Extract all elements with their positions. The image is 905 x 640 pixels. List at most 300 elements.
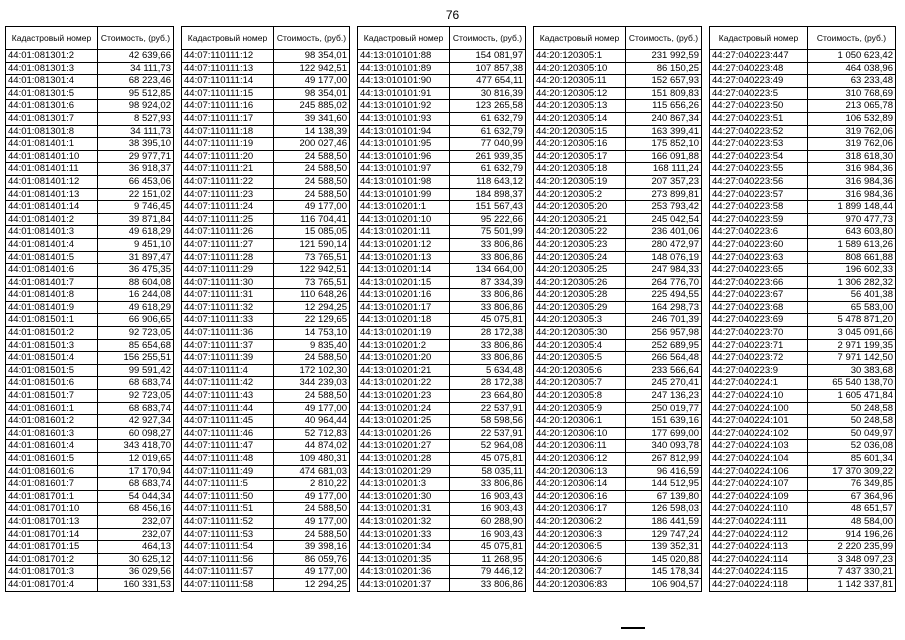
cost-cell: 267 812,99 xyxy=(626,453,702,466)
cost-cell: 16 244,08 xyxy=(98,289,174,302)
cost-cell: 87 334,39 xyxy=(450,276,526,289)
cost-cell: 39 341,60 xyxy=(274,112,350,125)
cost-table-3 xyxy=(357,26,526,592)
cost-cell: 34 111,73 xyxy=(98,62,174,75)
cost-cell: 60 288,90 xyxy=(450,515,526,528)
cost-cell: 50 049,97 xyxy=(808,427,896,440)
table-row xyxy=(182,238,350,251)
cadastral-number-cell: 44:27:040223:68 xyxy=(710,301,808,314)
cost-cell: 33 806,86 xyxy=(450,251,526,264)
table-row xyxy=(358,339,526,352)
table-row xyxy=(6,503,174,516)
cadastral-number-cell: 44:01:081301:6 xyxy=(6,100,98,113)
cadastral-number-cell: 44:20:120305:17 xyxy=(534,150,626,163)
table-row xyxy=(182,100,350,113)
cost-cell: 33 806,86 xyxy=(450,238,526,251)
cost-cell: 168 111,24 xyxy=(626,163,702,176)
cadastral-number-cell: 44:13:010101:90 xyxy=(358,75,450,88)
cadastral-number-cell: 44:01:081601:6 xyxy=(6,465,98,478)
cost-cell: 50 248,58 xyxy=(808,402,896,415)
cost-cell: 166 091,88 xyxy=(626,150,702,163)
table-row xyxy=(534,251,702,264)
table-row xyxy=(182,427,350,440)
cost-cell: 33 806,86 xyxy=(450,289,526,302)
cost-cell: 24 588,50 xyxy=(274,150,350,163)
table-row xyxy=(534,339,702,352)
cost-cell: 2 810,22 xyxy=(274,478,350,491)
cadastral-number-cell: 44:01:081601:2 xyxy=(6,415,98,428)
table-row xyxy=(182,301,350,314)
page-number: 76 xyxy=(445,8,460,22)
table-row xyxy=(358,150,526,163)
cadastral-number-cell: 44:13:010201:24 xyxy=(358,402,450,415)
table-row xyxy=(710,112,896,125)
cadastral-number-cell: 44:07:110111:44 xyxy=(182,402,274,415)
cost-cell: 24 588,50 xyxy=(274,352,350,365)
cost-cell: 318 618,30 xyxy=(808,150,896,163)
table-row xyxy=(6,175,174,188)
table-row xyxy=(182,541,350,554)
table-row xyxy=(6,352,174,365)
cost-cell: 252 689,95 xyxy=(626,339,702,352)
table-row xyxy=(358,415,526,428)
cadastral-number-cell: 44:01:081501:1 xyxy=(6,314,98,327)
table-row xyxy=(534,415,702,428)
footer-rule xyxy=(621,627,645,629)
table-row xyxy=(6,226,174,239)
cost-cell: 33 806,86 xyxy=(450,578,526,591)
table-row xyxy=(534,541,702,554)
cost-cell: 1 142 337,81 xyxy=(808,578,896,591)
cadastral-number-cell: 44:20:120305:10 xyxy=(534,62,626,75)
cadastral-number-cell: 44:20:120305:25 xyxy=(534,264,626,277)
table-row xyxy=(6,87,174,100)
cost-cell: 66 906,65 xyxy=(98,314,174,327)
table-row xyxy=(534,402,702,415)
table-row xyxy=(358,566,526,579)
cost-cell: 36 918,37 xyxy=(98,163,174,176)
table-row xyxy=(710,528,896,541)
table-row xyxy=(6,578,174,591)
table-row xyxy=(182,566,350,579)
cadastral-number-cell: 44:07:110111:25 xyxy=(182,213,274,226)
cadastral-number-cell: 44:20:120306:7 xyxy=(534,566,626,579)
table-row xyxy=(182,289,350,302)
cost-cell: 68 683,74 xyxy=(98,402,174,415)
cadastral-number-cell: 44:13:010201:19 xyxy=(358,327,450,340)
cadastral-number-cell: 44:13:010201:12 xyxy=(358,238,450,251)
cost-cell: 245 042,54 xyxy=(626,213,702,226)
cost-cell: 49 618,29 xyxy=(98,301,174,314)
table-row xyxy=(534,276,702,289)
cadastral-number-cell: 44:27:040224:100 xyxy=(710,402,808,415)
table-row xyxy=(182,50,350,63)
cost-cell: 253 793,42 xyxy=(626,201,702,214)
table-row xyxy=(534,138,702,151)
cadastral-number-cell: 44:13:010101:95 xyxy=(358,138,450,151)
cost-cell: 474 681,03 xyxy=(274,465,350,478)
table-row xyxy=(710,201,896,214)
cadastral-number-cell: 44:07:110111:27 xyxy=(182,238,274,251)
cost-cell: 65 583,00 xyxy=(808,301,896,314)
cost-cell: 86 150,25 xyxy=(626,62,702,75)
cost-cell: 33 806,86 xyxy=(450,301,526,314)
table-row xyxy=(710,314,896,327)
header-cost: Стоимость, (руб.) xyxy=(274,27,350,50)
table-row xyxy=(534,327,702,340)
table-row xyxy=(710,465,896,478)
cadastral-number-cell: 44:07:110111:45 xyxy=(182,415,274,428)
table-row xyxy=(6,390,174,403)
table-row xyxy=(6,238,174,251)
cadastral-number-cell: 44:27:040223:65 xyxy=(710,264,808,277)
table-row xyxy=(6,301,174,314)
cadastral-number-cell: 44:07:110111:31 xyxy=(182,289,274,302)
cost-cell: 1 306 282,32 xyxy=(808,276,896,289)
cost-cell: 23 664,80 xyxy=(450,390,526,403)
cadastral-number-cell: 44:01:081401:14 xyxy=(6,201,98,214)
cost-cell: 1 050 623,42 xyxy=(808,50,896,63)
table-row xyxy=(358,125,526,138)
cadastral-number-cell: 44:07:110111:13 xyxy=(182,62,274,75)
table-row xyxy=(534,390,702,403)
cost-cell: 95 222,66 xyxy=(450,213,526,226)
header-cost: Стоимость, (руб.) xyxy=(98,27,174,50)
cost-cell: 115 656,26 xyxy=(626,100,702,113)
cadastral-number-cell: 44:07:110111:48 xyxy=(182,453,274,466)
table-row xyxy=(534,238,702,251)
table-row xyxy=(6,515,174,528)
table-row xyxy=(710,50,896,63)
cost-cell: 29 977,71 xyxy=(98,150,174,163)
cost-cell: 134 664,00 xyxy=(450,264,526,277)
cadastral-number-cell: 44:01:081401:4 xyxy=(6,238,98,251)
table-row xyxy=(534,427,702,440)
cadastral-number-cell: 44:20:120306:17 xyxy=(534,503,626,516)
table-row xyxy=(534,112,702,125)
cost-cell: 14 138,39 xyxy=(274,125,350,138)
table-row xyxy=(182,352,350,365)
cost-cell: 45 075,81 xyxy=(450,453,526,466)
table-row xyxy=(358,213,526,226)
cadastral-number-cell: 44:27:040224:111 xyxy=(710,515,808,528)
cadastral-number-cell: 44:01:081301:7 xyxy=(6,112,98,125)
table-row xyxy=(6,566,174,579)
table-row xyxy=(534,226,702,239)
cadastral-number-cell: 44:27:040223:53 xyxy=(710,138,808,151)
cadastral-number-cell: 44:01:081401:1 xyxy=(6,138,98,151)
cadastral-number-cell: 44:07:110111:21 xyxy=(182,163,274,176)
table-row xyxy=(182,138,350,151)
table-row xyxy=(182,503,350,516)
table-row xyxy=(6,50,174,63)
table-row xyxy=(534,213,702,226)
cost-cell: 236 401,06 xyxy=(626,226,702,239)
table-row xyxy=(710,377,896,390)
cadastral-number-cell: 44:07:110111:58 xyxy=(182,578,274,591)
cadastral-number-cell: 44:01:081301:3 xyxy=(6,62,98,75)
cost-cell: 213 065,78 xyxy=(808,100,896,113)
table-row xyxy=(182,87,350,100)
cost-cell: 22 129,65 xyxy=(274,314,350,327)
cost-cell: 175 852,10 xyxy=(626,138,702,151)
table-row xyxy=(358,264,526,277)
cost-cell: 98 354,01 xyxy=(274,50,350,63)
cadastral-number-cell: 44:20:120305:30 xyxy=(534,327,626,340)
table-row xyxy=(534,150,702,163)
cadastral-number-cell: 44:01:081401:9 xyxy=(6,301,98,314)
table-row xyxy=(358,478,526,491)
cost-cell: 11 268,95 xyxy=(450,553,526,566)
table-row xyxy=(6,327,174,340)
cadastral-number-cell: 44:20:120305:20 xyxy=(534,201,626,214)
cadastral-number-cell: 44:07:110111:15 xyxy=(182,87,274,100)
table-row xyxy=(358,503,526,516)
cost-cell: 36 029,56 xyxy=(98,566,174,579)
cadastral-number-cell: 44:07:110111:56 xyxy=(182,553,274,566)
cadastral-number-cell: 44:13:010201:11 xyxy=(358,226,450,239)
cadastral-number-cell: 44:07:110111:57 xyxy=(182,566,274,579)
cost-cell: 184 898,37 xyxy=(450,188,526,201)
cost-cell: 85 654,68 xyxy=(98,339,174,352)
table-row xyxy=(534,528,702,541)
cadastral-number-cell: 44:13:010201:26 xyxy=(358,427,450,440)
cost-cell: 24 588,50 xyxy=(274,188,350,201)
cost-cell: 148 076,19 xyxy=(626,251,702,264)
cost-cell: 3 045 091,66 xyxy=(808,327,896,340)
cadastral-number-cell: 44:07:110111:36 xyxy=(182,327,274,340)
cadastral-number-cell: 44:27:040224:103 xyxy=(710,440,808,453)
cost-cell: 39 871,84 xyxy=(98,213,174,226)
table-row xyxy=(358,138,526,151)
table-row xyxy=(6,553,174,566)
cadastral-number-cell: 44:07:110111:30 xyxy=(182,276,274,289)
table-row xyxy=(358,100,526,113)
table-row xyxy=(534,553,702,566)
cost-cell: 75 501,99 xyxy=(450,226,526,239)
cadastral-number-cell: 44:01:081401:13 xyxy=(6,188,98,201)
cadastral-number-cell: 44:07:110111:4 xyxy=(182,364,274,377)
cadastral-number-cell: 44:27:040223:70 xyxy=(710,327,808,340)
cadastral-number-cell: 44:07:110111:47 xyxy=(182,440,274,453)
table-row xyxy=(6,251,174,264)
cadastral-number-cell: 44:27:040223:5 xyxy=(710,87,808,100)
cadastral-number-cell: 44:01:081501:6 xyxy=(6,377,98,390)
cost-cell: 98 924,02 xyxy=(98,100,174,113)
cost-cell: 68 223,46 xyxy=(98,75,174,88)
cost-cell: 12 294,25 xyxy=(274,301,350,314)
cadastral-number-cell: 44:07:110111:23 xyxy=(182,188,274,201)
table-row xyxy=(710,125,896,138)
table-row xyxy=(182,453,350,466)
table-row xyxy=(358,541,526,554)
table-row xyxy=(358,465,526,478)
table-row xyxy=(358,377,526,390)
cadastral-number-cell: 44:13:010201:17 xyxy=(358,301,450,314)
cost-cell: 40 964,44 xyxy=(274,415,350,428)
cost-cell: 151 567,43 xyxy=(450,201,526,214)
cost-cell: 245 270,41 xyxy=(626,377,702,390)
table-row xyxy=(6,440,174,453)
cost-cell: 106 532,89 xyxy=(808,112,896,125)
cadastral-number-cell: 44:01:081301:8 xyxy=(6,125,98,138)
cost-cell: 970 477,73 xyxy=(808,213,896,226)
cadastral-number-cell: 44:13:010101:92 xyxy=(358,100,450,113)
cadastral-number-cell: 44:13:010101:97 xyxy=(358,163,450,176)
cadastral-number-cell: 44:27:040223:51 xyxy=(710,112,808,125)
table-row xyxy=(6,465,174,478)
table-row xyxy=(534,50,702,63)
table-row xyxy=(534,503,702,516)
table-row xyxy=(182,490,350,503)
table-row xyxy=(358,62,526,75)
table-row xyxy=(710,100,896,113)
table-row xyxy=(182,327,350,340)
table-row xyxy=(710,427,896,440)
cost-cell: 126 598,03 xyxy=(626,503,702,516)
table-row xyxy=(6,490,174,503)
table-row xyxy=(710,453,896,466)
cadastral-number-cell: 44:20:120306:6 xyxy=(534,553,626,566)
table-row xyxy=(358,188,526,201)
cost-cell: 49 618,29 xyxy=(98,226,174,239)
table-row xyxy=(182,264,350,277)
cadastral-number-cell: 44:27:040223:71 xyxy=(710,339,808,352)
table-row xyxy=(358,364,526,377)
table-row xyxy=(6,314,174,327)
cost-cell: 139 352,31 xyxy=(626,541,702,554)
cadastral-number-cell: 44:27:040223:67 xyxy=(710,289,808,302)
cost-cell: 2 971 199,35 xyxy=(808,339,896,352)
cadastral-number-cell: 44:20:120305:23 xyxy=(534,238,626,251)
table-row xyxy=(710,251,896,264)
cadastral-number-cell: 44:13:010201:33 xyxy=(358,528,450,541)
cadastral-number-cell: 44:07:110111:18 xyxy=(182,125,274,138)
cost-cell: 45 075,81 xyxy=(450,541,526,554)
table-row xyxy=(6,213,174,226)
table-row xyxy=(710,327,896,340)
cadastral-number-cell: 44:27:040224:110 xyxy=(710,503,808,516)
cost-cell: 164 298,73 xyxy=(626,301,702,314)
table-row xyxy=(358,112,526,125)
cost-cell: 67 139,80 xyxy=(626,490,702,503)
cadastral-number-cell: 44:13:010101:88 xyxy=(358,50,450,63)
table-row xyxy=(6,377,174,390)
cadastral-number-cell: 44:27:040223:56 xyxy=(710,175,808,188)
cost-cell: 152 657,93 xyxy=(626,75,702,88)
table-row xyxy=(358,238,526,251)
cost-cell: 122 942,51 xyxy=(274,264,350,277)
cost-cell: 22 537,91 xyxy=(450,402,526,415)
cadastral-number-cell: 44:27:040224:118 xyxy=(710,578,808,591)
cost-cell: 316 984,36 xyxy=(808,175,896,188)
cadastral-number-cell: 44:13:010101:89 xyxy=(358,62,450,75)
cadastral-number-cell: 44:01:081501:2 xyxy=(6,327,98,340)
cadastral-number-cell: 44:20:120305:21 xyxy=(534,213,626,226)
table-row xyxy=(710,75,896,88)
cadastral-number-cell: 44:27:040223:52 xyxy=(710,125,808,138)
cost-cell: 151 809,83 xyxy=(626,87,702,100)
cadastral-number-cell: 44:07:110111:53 xyxy=(182,528,274,541)
cadastral-number-cell: 44:20:120306:14 xyxy=(534,478,626,491)
header-cadastral-number: Кадастровый номер xyxy=(182,27,274,50)
cadastral-number-cell: 44:07:110111:14 xyxy=(182,75,274,88)
cadastral-number-cell: 44:07:110111:24 xyxy=(182,201,274,214)
cadastral-number-cell: 44:01:081601:7 xyxy=(6,478,98,491)
cost-cell: 76 349,85 xyxy=(808,478,896,491)
cost-cell: 118 643,12 xyxy=(450,175,526,188)
table-row xyxy=(182,112,350,125)
table-row xyxy=(6,453,174,466)
cadastral-number-cell: 44:20:120306:83 xyxy=(534,578,626,591)
cadastral-number-cell: 44:27:040223:49 xyxy=(710,75,808,88)
cadastral-number-cell: 44:27:040223:447 xyxy=(710,50,808,63)
cadastral-number-cell: 44:07:110111:37 xyxy=(182,339,274,352)
cost-cell: 66 453,06 xyxy=(98,175,174,188)
table-row xyxy=(6,75,174,88)
cadastral-number-cell: 44:13:010201:22 xyxy=(358,377,450,390)
table-row xyxy=(534,163,702,176)
table-row xyxy=(358,289,526,302)
cadastral-number-cell: 44:20:120305:2 xyxy=(534,188,626,201)
table-row xyxy=(358,301,526,314)
cost-cell: 319 762,06 xyxy=(808,125,896,138)
cadastral-number-cell: 44:13:010201:13 xyxy=(358,251,450,264)
cost-cell: 49 177,00 xyxy=(274,566,350,579)
cadastral-number-cell: 44:27:040224:107 xyxy=(710,478,808,491)
cost-cell: 250 019,77 xyxy=(626,402,702,415)
cost-cell: 49 177,00 xyxy=(274,490,350,503)
header-cadastral-number: Кадастровый номер xyxy=(358,27,450,50)
cost-cell: 33 806,86 xyxy=(450,352,526,365)
cost-cell: 264 776,70 xyxy=(626,276,702,289)
cost-cell: 34 111,73 xyxy=(98,125,174,138)
table-row xyxy=(6,264,174,277)
cost-cell: 68 683,74 xyxy=(98,377,174,390)
cadastral-number-cell: 44:07:110111:52 xyxy=(182,515,274,528)
cost-cell: 156 255,51 xyxy=(98,352,174,365)
table-row xyxy=(182,578,350,591)
cadastral-number-cell: 44:01:081501:7 xyxy=(6,390,98,403)
cost-cell: 247 984,33 xyxy=(626,264,702,277)
table-row xyxy=(710,276,896,289)
cost-cell: 914 196,26 xyxy=(808,528,896,541)
cost-cell: 42 639,66 xyxy=(98,50,174,63)
cost-cell: 3 348 097,23 xyxy=(808,553,896,566)
cadastral-number-cell: 44:27:040223:63 xyxy=(710,251,808,264)
table-row xyxy=(358,490,526,503)
cost-cell: 60 098,27 xyxy=(98,427,174,440)
table-row xyxy=(358,175,526,188)
table-row xyxy=(534,125,702,138)
header-cost: Стоимость, (руб.) xyxy=(450,27,526,50)
table-row xyxy=(710,478,896,491)
cadastral-number-cell: 44:01:081401:10 xyxy=(6,150,98,163)
cost-cell: 73 765,51 xyxy=(274,251,350,264)
cadastral-number-cell: 44:01:081401:2 xyxy=(6,213,98,226)
cadastral-number-cell: 44:07:110111:26 xyxy=(182,226,274,239)
cost-cell: 38 395,10 xyxy=(98,138,174,151)
cost-cell: 172 102,30 xyxy=(274,364,350,377)
table-row xyxy=(6,138,174,151)
cost-cell: 44 874,02 xyxy=(274,440,350,453)
table-row xyxy=(534,75,702,88)
table-row xyxy=(710,515,896,528)
table-row xyxy=(358,553,526,566)
cadastral-number-cell: 44:13:010201:10 xyxy=(358,213,450,226)
cadastral-cost-tables xyxy=(5,26,899,618)
cadastral-number-cell: 44:13:010201:14 xyxy=(358,264,450,277)
